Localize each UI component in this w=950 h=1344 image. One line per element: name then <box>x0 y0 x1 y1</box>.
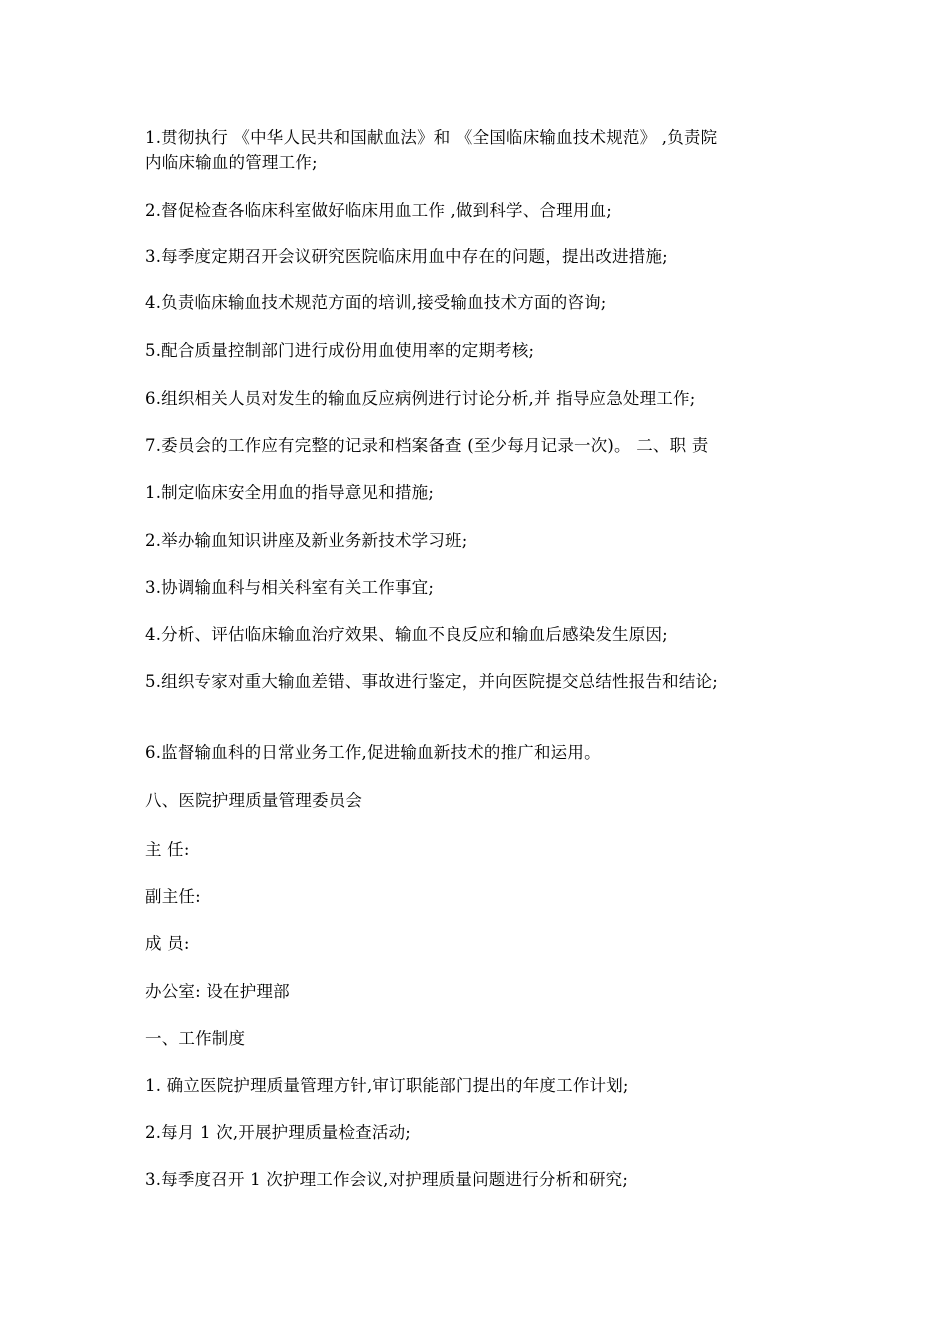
committee-office-line: 办公室: 设在护理部 <box>145 982 290 1001</box>
paragraph-line: 5.配合质量控制部门进行成份用血使用率的定期考核; <box>145 341 535 360</box>
committee-director-line: 主 任: <box>145 840 190 859</box>
work-system-line: 3.每季度召开 1 次护理工作会议,对护理质量问题进行分析和研究; <box>145 1170 629 1189</box>
committee-members-line: 成 员: <box>145 934 190 953</box>
paragraph-line: 6.组织相关人员对发生的输血反应病例进行讨论分析,并 指导应急处理工作; <box>145 389 696 408</box>
duty-line: 6.监督输血科的日常业务工作,促进输血新技术的推广和运用。 <box>145 743 601 762</box>
duty-line: 2.举办输血知识讲座及新业务新技术学习班; <box>145 531 468 550</box>
duty-line: 4.分析、评估临床输血治疗效果、输血不良反应和输血后感染发生原因; <box>145 625 668 644</box>
duty-line: 5.组织专家对重大输血差错、事故进行鉴定，并向医院提交总结性报告和结论; <box>145 672 719 691</box>
section-heading: 八、医院护理质量管理委员会 <box>145 791 363 810</box>
paragraph-line: 2.督促检查各临床科室做好临床用血工作 ,做到科学、合理用血; <box>145 201 612 220</box>
work-system-line: 2.每月 1 次,开展护理质量检查活动; <box>145 1123 412 1142</box>
paragraph-line: 内临床输血的管理工作; <box>145 153 318 172</box>
work-system-heading: 一、工作制度 <box>145 1029 246 1048</box>
paragraph-line: 7.委员会的工作应有完整的记录和档案备查 (至少每月记录一次)。 二、职 责 <box>145 436 709 455</box>
paragraph-line: 4.负责临床输血技术规范方面的培训,接受输血技术方面的咨询; <box>145 293 607 312</box>
work-system-line: 1. 确立医院护理质量管理方针,审订职能部门提出的年度工作计划; <box>145 1076 629 1095</box>
paragraph-line: 1.贯彻执行 《中华人民共和国献血法》和 《全国临床输血技术规范》 ,负责院 <box>145 128 718 147</box>
duty-line: 3.协调输血科与相关科室有关工作事宜; <box>145 578 435 597</box>
duty-line: 1.制定临床安全用血的指导意见和措施; <box>145 483 435 502</box>
committee-vice-director-line: 副主任: <box>145 887 201 906</box>
paragraph-line: 3.每季度定期召开会议研究医院临床用血中存在的问题，提出改进措施; <box>145 247 668 266</box>
